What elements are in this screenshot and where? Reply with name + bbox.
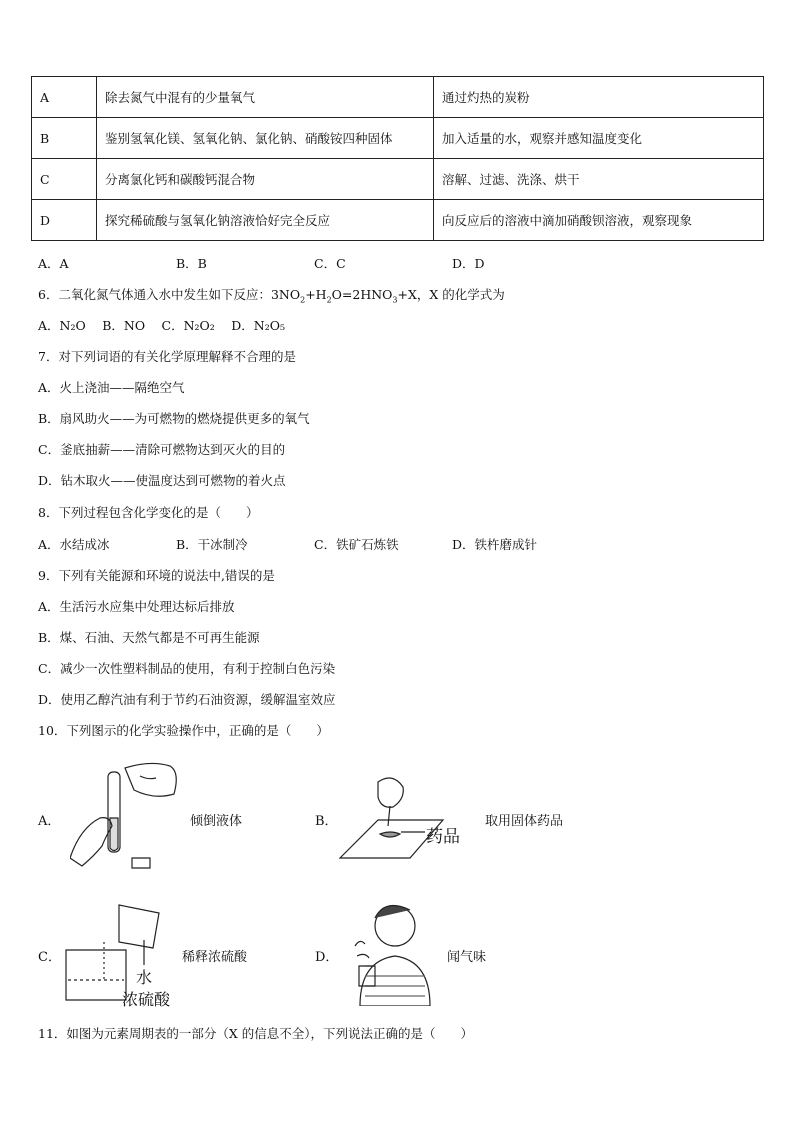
row-experiment: 鉴别氢氧化镁、氢氧化钠、氯化钠、硝酸铵四种固体 [97, 118, 434, 159]
row-key: D [32, 200, 97, 241]
table-row [32, 159, 764, 200]
q10-caption-b: 取用固体药品 [485, 814, 564, 829]
smelling-figure [345, 896, 435, 1006]
q10-caption-d: 闻气味 [447, 950, 487, 965]
q9-option-a: A．生活污水应集中处理达标后排放 [38, 599, 235, 614]
q10-letter-b: B． [315, 814, 338, 829]
table-row [32, 200, 764, 241]
row-key: B [32, 118, 97, 159]
row-method: 溶解、过滤、洗涤、烘干 [434, 159, 764, 200]
row-method: 加入适量的水，观察并感知温度变化 [434, 118, 764, 159]
q7-option-b: B．扇风助火——为可燃物的燃烧提供更多的氧气 [38, 411, 310, 426]
q5-option-c: C．C [314, 256, 346, 271]
q7-option-c: C．釜底抽薪——清除可燃物达到灭火的目的 [38, 442, 286, 457]
pouring-beaker [119, 905, 159, 948]
q8-option-c: C．铁矿石炼铁 [314, 537, 399, 552]
powder [380, 832, 400, 837]
q10-letter-d: D． [315, 950, 339, 965]
subscript: 3 [392, 295, 398, 305]
beaker [66, 950, 126, 1000]
q8-option-d: D．铁杵磨成针 [452, 537, 538, 552]
q10-tag-b: 药品 [426, 827, 460, 847]
q10-letter-c: C． [38, 950, 61, 965]
q7-stem: 7．对下列词语的有关化学原理解释不合理的是 [38, 349, 296, 364]
q6-stem [38, 285, 505, 305]
pouring-liquid-figure [70, 758, 185, 873]
q9-option-b: B．煤、石油、天然气都是不可再生能源 [38, 630, 260, 645]
q5-option-b: B．B [176, 256, 207, 271]
table-row [32, 77, 764, 118]
q9-stem: 9．下列有关能源和环境的说法中,错误的是 [38, 568, 275, 583]
q11-stem: 11．如图为元素周期表的一部分（X 的信息不全），下列说法正确的是（ ） [38, 1026, 474, 1041]
q6-stem-text: +X，X 的化学式为 [397, 287, 505, 302]
row-experiment: 分离氯化钙和碳酸钙混合物 [97, 159, 434, 200]
hand [378, 778, 403, 807]
table-row [32, 118, 764, 159]
q5-options [38, 254, 590, 272]
row-method: 向反应后的溶液中滴加硝酸钡溶液，观察现象 [434, 200, 764, 241]
q10-tag-c1: 水 [136, 968, 153, 987]
row-key: C [32, 159, 97, 200]
q5-option-a: A．A [38, 256, 69, 271]
q5-option-d: D．D [452, 256, 485, 271]
q6-stem-text: 6．二氧化氮气体通入水中发生如下反应：3NO [38, 287, 301, 302]
solid-reagent-figure [338, 772, 483, 862]
q8-stem: 8．下列过程包含化学变化的是（ ） [38, 505, 259, 520]
q9-option-d: D．使用乙醇汽油有利于节约石油资源，缓解温室效应 [38, 692, 336, 707]
q6-stem-text: +H [305, 287, 327, 302]
row-method: 通过灼热的炭粉 [434, 77, 764, 118]
q6-stem-text: O=2HNO [331, 287, 393, 302]
q7-option-a: A．火上浇油——隔绝空气 [38, 380, 185, 395]
hand [70, 818, 112, 866]
subscript: 2 [326, 295, 332, 305]
reagent-bottle [125, 763, 176, 796]
q8-option-a: A．水结成冰 [38, 537, 110, 552]
row-experiment: 除去氮气中混有的少量氧气 [97, 77, 434, 118]
row-experiment: 探究稀硫酸与氢氧化钠溶液恰好完全反应 [97, 200, 434, 241]
stopper [132, 858, 150, 868]
q8-options [38, 535, 590, 553]
q9-option-c: C．减少一次性塑料制品的使用，有利于控制白色污染 [38, 661, 336, 676]
body [360, 956, 430, 1006]
q10-stem: 10．下列图示的化学实验操作中，正确的是（ ） [38, 723, 329, 738]
row-key: A [32, 77, 97, 118]
q7-option-d: D．钻木取火——使温度达到可燃物的着火点 [38, 473, 286, 488]
q10-caption-a: 倾倒液体 [190, 814, 243, 829]
q10-tag-c2: 浓硫酸 [122, 990, 171, 1009]
q6-options: A．N₂O B．NO C．N₂O₂ D．N₂O₅ [38, 318, 286, 333]
q10-letter-a: A． [38, 814, 61, 829]
q8-option-b: B．干冰制冷 [176, 537, 248, 552]
subscript: 2 [300, 295, 306, 305]
q10-caption-c: 稀释浓硫酸 [182, 950, 248, 965]
options-table [31, 76, 764, 241]
